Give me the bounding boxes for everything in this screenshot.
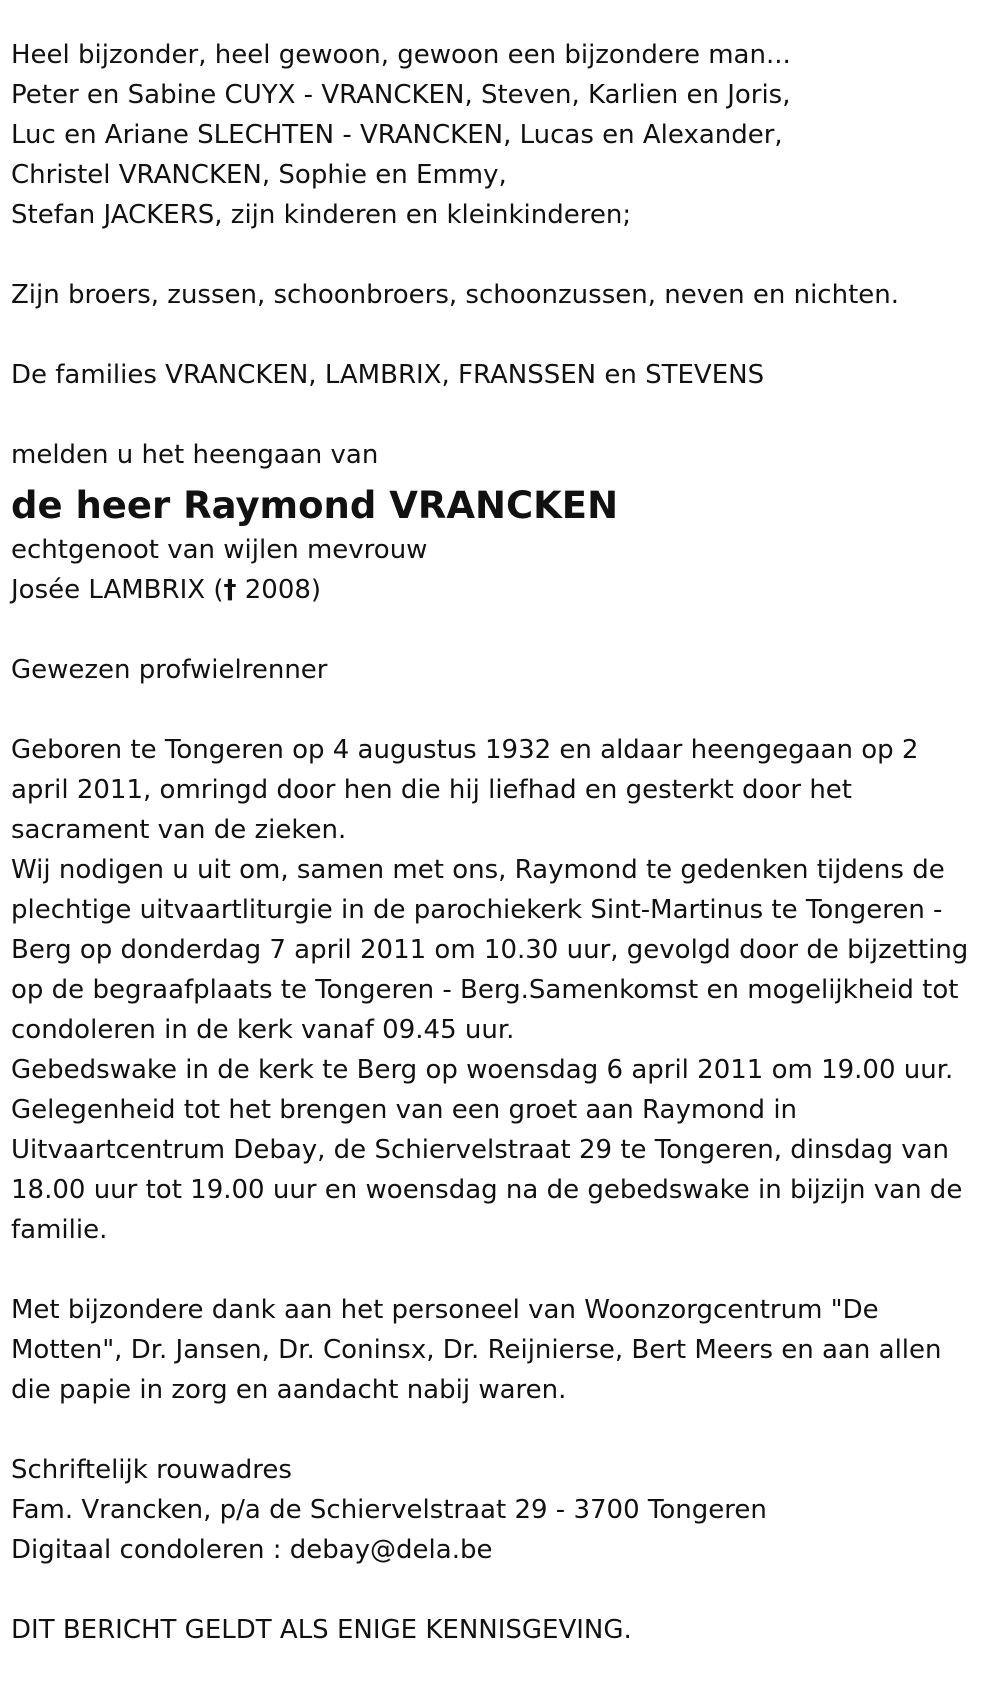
address-block [11,1450,986,1570]
details-line: april 2011, omringd door hen die hij liefhad en gesterkt door het [11,775,853,805]
top-spacing [11,0,986,35]
spacer [11,235,986,275]
details-line: Gebedswake in de kerk te Berg op woensdag 6 april 2011 om 19.00 uur. [11,1055,954,1085]
details-line: Wij nodigen u uit om, samen met ons, Raymond te gedenken tijdens de [11,855,945,885]
cross-icon: † [223,575,237,605]
details-block [11,730,986,1250]
details-line: condoleren in de kerk vanaf 09.45 uur. [11,1015,515,1045]
deceased-name: de heer Raymond VRANCKEN [11,484,619,527]
obituary-notice [11,0,986,1650]
announce-line: melden u het heengaan van [11,440,379,470]
condolence-email: Digitaal condoleren : debay@dela.be [11,1535,493,1565]
families-line: De families VRANCKEN, LAMBRIX, FRANSSEN en STEVENS [11,360,765,390]
spouse-name: Josée LAMBRIX ( [11,575,224,605]
details-line: Gelegenheid tot het brengen van een groet aan Raymond in [11,1095,798,1125]
spouse-year: 2008) [236,575,322,605]
spacer [11,1250,986,1290]
intro-line: Christel VRANCKEN, Sophie en Emmy, [11,160,507,190]
spacer [11,1570,986,1610]
spacer [11,690,986,730]
relatives-line: Zijn broers, zussen, schoonbroers, schoonzussen, neven en nichten. [11,280,899,310]
thanks-line: Motten", Dr. Jansen, Dr. Coninsx, Dr. Reijnierse, Bert Meers en aan allen [11,1335,942,1365]
spacer [11,610,986,650]
intro-line: Luc en Ariane SLECHTEN - VRANCKEN, Lucas en Alexander, [11,120,783,150]
details-line: sacrament van de zieken. [11,815,347,845]
spacer [11,1410,986,1450]
spouse-name-line [11,570,986,610]
thanks-line: die papie in zorg en aandacht nabij waren. [11,1375,567,1405]
spacer [11,315,986,355]
intro-line: Heel bijzonder, heel gewoon, gewoon een bijzondere man... [11,40,791,70]
details-line: op de begraafplaats te Tongeren - Berg.Samenkomst en mogelijkheid tot [11,975,959,1005]
thanks-line: Met bijzondere dank aan het personeel van Woonzorgcentrum "De [11,1295,879,1325]
address-title: Schriftelijk rouwadres [11,1455,292,1485]
spouse-line: echtgenoot van wijlen mevrouw [11,535,428,565]
intro-line: Peter en Sabine CUYX - VRANCKEN, Steven, Karlien en Joris, [11,80,791,110]
address-line: Fam. Vrancken, p/a de Schiervelstraat 29 - 3700 Tongeren [11,1495,767,1525]
intro-line: Stefan JACKERS, zijn kinderen en kleinkinderen; [11,200,632,230]
thanks-block [11,1290,986,1410]
notice-line: DIT BERICHT GELDT ALS ENIGE KENNISGEVING. [11,1615,632,1645]
details-line: Geboren te Tongeren op 4 augustus 1932 en aldaar heengegaan op 2 [11,735,919,765]
details-line: 18.00 uur tot 19.00 uur en woensdag na de gebedswake in bijzijn van de [11,1175,963,1205]
intro-block [11,35,986,235]
details-line: familie. [11,1215,108,1245]
details-line: Berg op donderdag 7 april 2011 om 10.30 uur, gevolgd door de bijzetting [11,935,969,965]
spacer [11,395,986,435]
profession-line: Gewezen profwielrenner [11,655,328,685]
details-line: plechtige uitvaartliturgie in de parochiekerk Sint-Martinus te Tongeren - [11,895,943,925]
details-line: Uitvaartcentrum Debay, de Schiervelstraat 29 te Tongeren, dinsdag van [11,1135,950,1165]
